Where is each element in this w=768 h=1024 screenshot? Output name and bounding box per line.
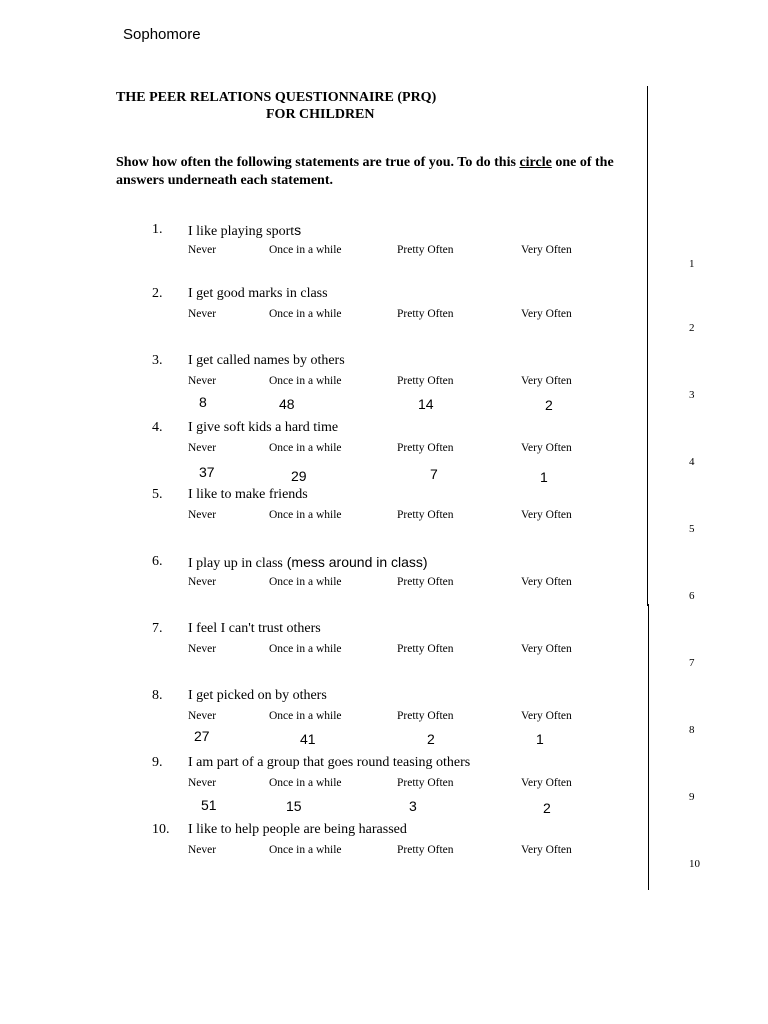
answer-option[interactable]: Very Often xyxy=(521,844,572,856)
question-text xyxy=(188,621,321,637)
response-count: 1 xyxy=(536,731,544,747)
question-text-main: I like to make friends xyxy=(188,487,308,502)
margin-item-number: 1 xyxy=(689,258,695,270)
question-text xyxy=(188,688,327,704)
question-text-main: I am part of a group that goes round teasing others xyxy=(188,755,471,770)
response-count: 1 xyxy=(540,469,548,485)
margin-item-number: 9 xyxy=(689,791,695,803)
question-number: 7. xyxy=(152,621,163,636)
question-text-main: I feel I can't trust others xyxy=(188,621,321,636)
answer-option[interactable]: Very Often xyxy=(521,308,572,320)
question-text xyxy=(188,286,328,302)
question-text-main: I like to help people are being harassed xyxy=(188,822,407,837)
answer-option[interactable]: Very Often xyxy=(521,777,572,789)
answer-option[interactable]: Very Often xyxy=(521,643,572,655)
answer-option[interactable]: Pretty Often xyxy=(397,777,454,789)
response-count: 2 xyxy=(545,397,553,413)
instructions-prefix: Show how often the following statements are true of you. To do this xyxy=(116,155,520,170)
answer-option[interactable]: Pretty Often xyxy=(397,643,454,655)
instructions xyxy=(116,154,636,190)
question-text-main: I give soft kids a hard time xyxy=(188,420,339,435)
answer-option[interactable]: Pretty Often xyxy=(397,509,454,521)
question-text xyxy=(188,222,301,240)
title-subline: FOR CHILDREN xyxy=(266,107,375,122)
answer-option[interactable]: Very Often xyxy=(521,442,572,454)
answer-option[interactable]: Once in a while xyxy=(269,308,342,320)
margin-item-number: 5 xyxy=(689,523,695,535)
response-count: 3 xyxy=(409,798,417,814)
response-count: 37 xyxy=(199,464,215,480)
margin-item-number: 2 xyxy=(689,322,695,334)
instructions-suffix: one of the answers underneath each statement. xyxy=(116,155,614,188)
answer-option[interactable]: Very Often xyxy=(521,576,572,588)
response-count: 48 xyxy=(279,396,295,412)
margin-item-number: 6 xyxy=(689,590,695,602)
question-text xyxy=(188,487,308,503)
response-count: 7 xyxy=(430,466,438,482)
question-number: 2. xyxy=(152,286,163,301)
question-number: 8. xyxy=(152,688,163,703)
question-text-main: I get good marks in class xyxy=(188,286,328,301)
answer-option[interactable]: Very Often xyxy=(521,509,572,521)
response-count: 41 xyxy=(300,731,316,747)
page-title xyxy=(116,89,536,123)
answer-option[interactable]: Very Often xyxy=(521,710,572,722)
answer-option[interactable]: Never xyxy=(188,710,217,722)
response-count: 29 xyxy=(291,468,307,484)
margin-item-number: 4 xyxy=(689,456,695,468)
question-text-main: I like playing sport xyxy=(188,224,295,239)
question-text-main: I play up in class xyxy=(188,556,283,571)
answer-option[interactable]: Never xyxy=(188,576,217,588)
response-count: 51 xyxy=(201,797,217,813)
question-text xyxy=(188,755,470,771)
answer-option[interactable]: Pretty Often xyxy=(397,375,454,387)
question-number: 4. xyxy=(152,420,163,435)
response-count: 15 xyxy=(286,798,302,814)
answer-option[interactable]: Once in a while xyxy=(269,244,342,256)
question-text xyxy=(188,822,407,838)
answer-option[interactable]: Once in a while xyxy=(269,576,342,588)
response-count: 2 xyxy=(543,800,551,816)
margin-item-number: 3 xyxy=(689,389,695,401)
response-count: 27 xyxy=(194,728,210,744)
response-count: 14 xyxy=(418,396,434,412)
answer-option[interactable]: Pretty Often xyxy=(397,576,454,588)
answer-option[interactable]: Never xyxy=(188,643,217,655)
question-text-handwritten: (mess around in class) xyxy=(282,554,428,570)
response-count: 8 xyxy=(199,394,207,410)
margin-rule-lower xyxy=(648,604,649,890)
answer-option[interactable]: Once in a while xyxy=(269,442,342,454)
question-number: 6. xyxy=(152,554,163,569)
question-text-main: I get called names by others xyxy=(188,353,345,368)
margin-item-number: 7 xyxy=(689,657,695,669)
question-number: 9. xyxy=(152,755,163,770)
answer-option[interactable]: Never xyxy=(188,244,217,256)
question-text-handwritten: s xyxy=(294,222,302,238)
answer-option[interactable]: Never xyxy=(188,442,217,454)
answer-option[interactable]: Pretty Often xyxy=(397,844,454,856)
margin-item-number: 10 xyxy=(689,858,700,870)
answer-option[interactable]: Pretty Often xyxy=(397,244,454,256)
question-number: 10. xyxy=(152,822,170,837)
question-text xyxy=(188,554,428,572)
instructions-underlined: circle xyxy=(519,155,552,170)
answer-option[interactable]: Pretty Often xyxy=(397,442,454,454)
answer-option[interactable]: Once in a while xyxy=(269,844,342,856)
question-text xyxy=(188,353,345,369)
answer-option[interactable]: Once in a while xyxy=(269,777,342,789)
response-count: 2 xyxy=(427,731,435,747)
answer-option[interactable]: Never xyxy=(188,308,217,320)
answer-option[interactable]: Never xyxy=(188,375,217,387)
answer-option[interactable]: Very Often xyxy=(521,375,572,387)
answer-option[interactable]: Very Often xyxy=(521,244,572,256)
question-number: 3. xyxy=(152,353,163,368)
question-number: 5. xyxy=(152,487,163,502)
margin-item-number: 8 xyxy=(689,724,695,736)
answer-option[interactable]: Pretty Often xyxy=(397,710,454,722)
answer-option[interactable]: Pretty Often xyxy=(397,308,454,320)
answer-option[interactable]: Never xyxy=(188,777,217,789)
answer-option[interactable]: Once in a while xyxy=(269,643,342,655)
answer-option[interactable]: Once in a while xyxy=(269,710,342,722)
question-number: 1. xyxy=(152,222,163,237)
answer-option[interactable]: Never xyxy=(188,509,217,521)
grade-label: Sophomore xyxy=(123,26,201,43)
question-text-main: I get picked on by others xyxy=(188,688,327,703)
answer-option[interactable]: Once in a while xyxy=(269,509,342,521)
margin-rule-upper xyxy=(647,86,648,606)
answer-option[interactable]: Once in a while xyxy=(269,375,342,387)
question-text xyxy=(188,420,338,436)
title-line: THE PEER RELATIONS QUESTIONNAIRE (PRQ) xyxy=(116,90,437,105)
answer-option[interactable]: Never xyxy=(188,844,217,856)
